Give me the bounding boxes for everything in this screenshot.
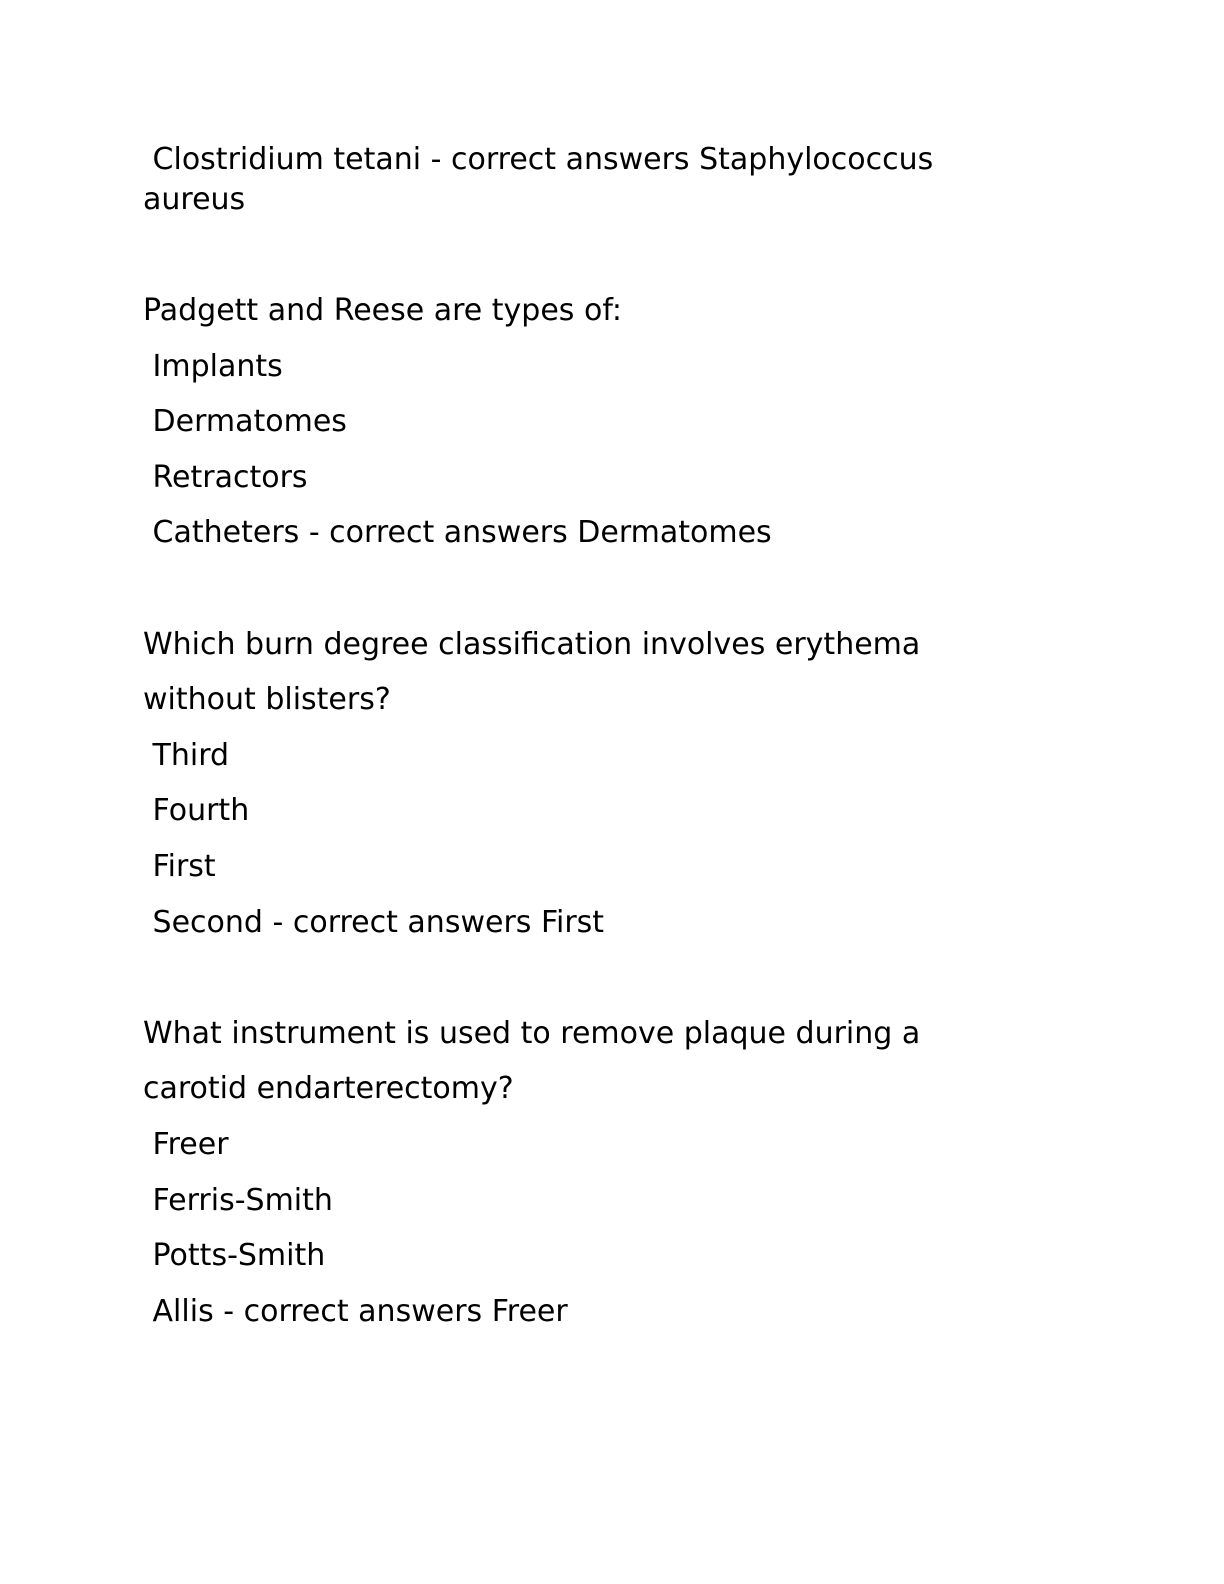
option-fourth: Fourth [143,793,250,828]
option-freer: Freer [143,1127,229,1162]
question-burn-degree: Which burn degree classification involves erythema [143,627,921,662]
option-implants: Implants [143,349,283,384]
option-catheters-answer: Catheters - correct answers Dermatomes [143,515,772,550]
option-potts-smith: Potts-Smith [143,1238,326,1273]
question-padgett-reese: Padgett and Reese are types of: [143,293,622,328]
option-ferris-smith: Ferris-Smith [143,1183,333,1218]
option-allis-answer: Allis - correct answers Freer [143,1294,568,1329]
question-carotid-instrument-continuation: carotid endarterectomy? [143,1071,514,1106]
answer-line-clostridium: Clostridium tetani - correct answers Staphylococcus [143,142,934,177]
question-carotid-instrument: What instrument is used to remove plaque during a [143,1016,921,1051]
option-second-answer: Second - correct answers First [143,905,605,940]
option-first: First [143,849,216,884]
answer-line-continuation: aureus [143,182,246,217]
question-burn-degree-continuation: without blisters? [143,682,391,717]
option-dermatomes: Dermatomes [143,404,347,439]
option-retractors: Retractors [143,460,308,495]
option-third: Third [143,738,230,773]
